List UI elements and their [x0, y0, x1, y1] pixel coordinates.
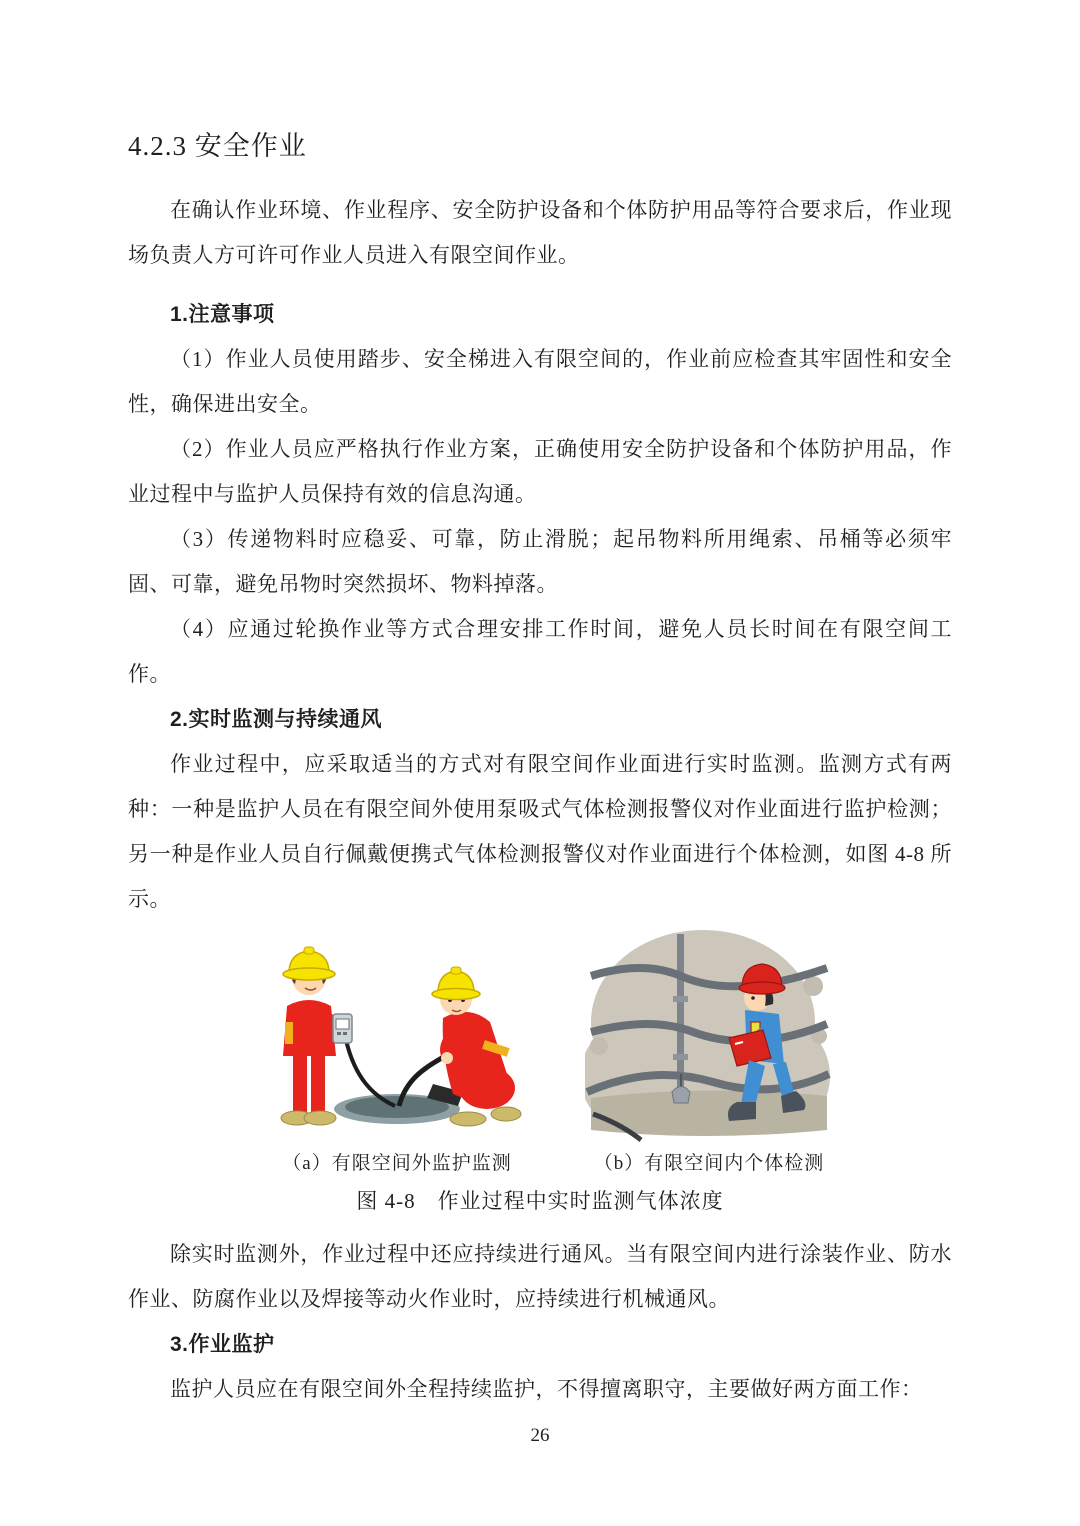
illustration-external-monitoring [247, 926, 547, 1148]
ventilation-paragraph: 除实时监测外，作业过程中还应持续进行通风。当有限空间内进行涂装作业、防水作业、防腐作业以及焊接等动火作业时，应持续进行机械通风。 [128, 1242, 952, 1311]
heading-supervision: 3.作业监护 [170, 1333, 275, 1356]
figure-b-caption: （b）有限空间内个体检测 [593, 1153, 825, 1174]
yellow-helmet [283, 947, 335, 980]
figure-a-caption: （a）有限空间外监护监测 [282, 1153, 512, 1174]
supervisor-worker [281, 947, 352, 1125]
precaution-item-3: （3）传递物料时应稳妥、可靠，防止滑脱；起吊物料所用绳索、吊桶等必须牢固、可靠，避免吊物时突然损坏、物料掉落。 [128, 527, 952, 596]
precaution-item-2: （2）作业人员应严格执行作业方案，正确使用安全防护设备和个体防护用品，作业过程中与监护人员保持有效的信息沟通。 [128, 437, 952, 506]
illustration-personal-detection [585, 926, 833, 1148]
yellow-helmet [432, 967, 480, 1000]
figure-b [585, 926, 833, 1180]
precaution-item-1: （1）作业人员使用踏步、安全梯进入有限空间的，作业前应检查其牢固性和安全性，确保进出安全。 [128, 347, 952, 416]
precaution-item-4: （4）应通过轮换作业等方式合理安排工作时间，避免人员长时间在有限空间工作。 [128, 617, 952, 686]
intro-paragraph: 在确认作业环境、作业程序、安全防护设备和个体防护用品等符合要求后，作业现场负责人方可许可作业人员进入有限空间作业。 [128, 198, 952, 267]
figure-images-row [128, 926, 952, 1180]
figure-4-8 [128, 926, 952, 1222]
heading-precautions: 1.注意事项 [170, 303, 275, 326]
section-title: 4.2.3 安全作业 [128, 131, 307, 161]
heading-monitoring-ventilation: 2.实时监测与持续通风 [170, 708, 383, 731]
figure-a [247, 926, 547, 1180]
monitoring-paragraph: 作业过程中，应采取适当的方式对有限空间作业面进行实时监测。监测方式有两种：一种是监护人员在有限空间外使用泵吸式气体检测报警仪对作业面进行监护检测；另一种是作业人员自行佩戴便携式气体检测报警仪对作业面进行个体检测，如图 4-8 所示。 [128, 752, 952, 911]
supervision-paragraph: 监护人员应在有限空间外全程持续监护，不得擅离职守，主要做好两方面工作： [170, 1377, 923, 1401]
gas-detector-device [333, 1014, 352, 1043]
page-number: 26 [530, 1425, 550, 1446]
figure-title: 图 4-8 作业过程中实时监测气体浓度 [356, 1189, 724, 1213]
